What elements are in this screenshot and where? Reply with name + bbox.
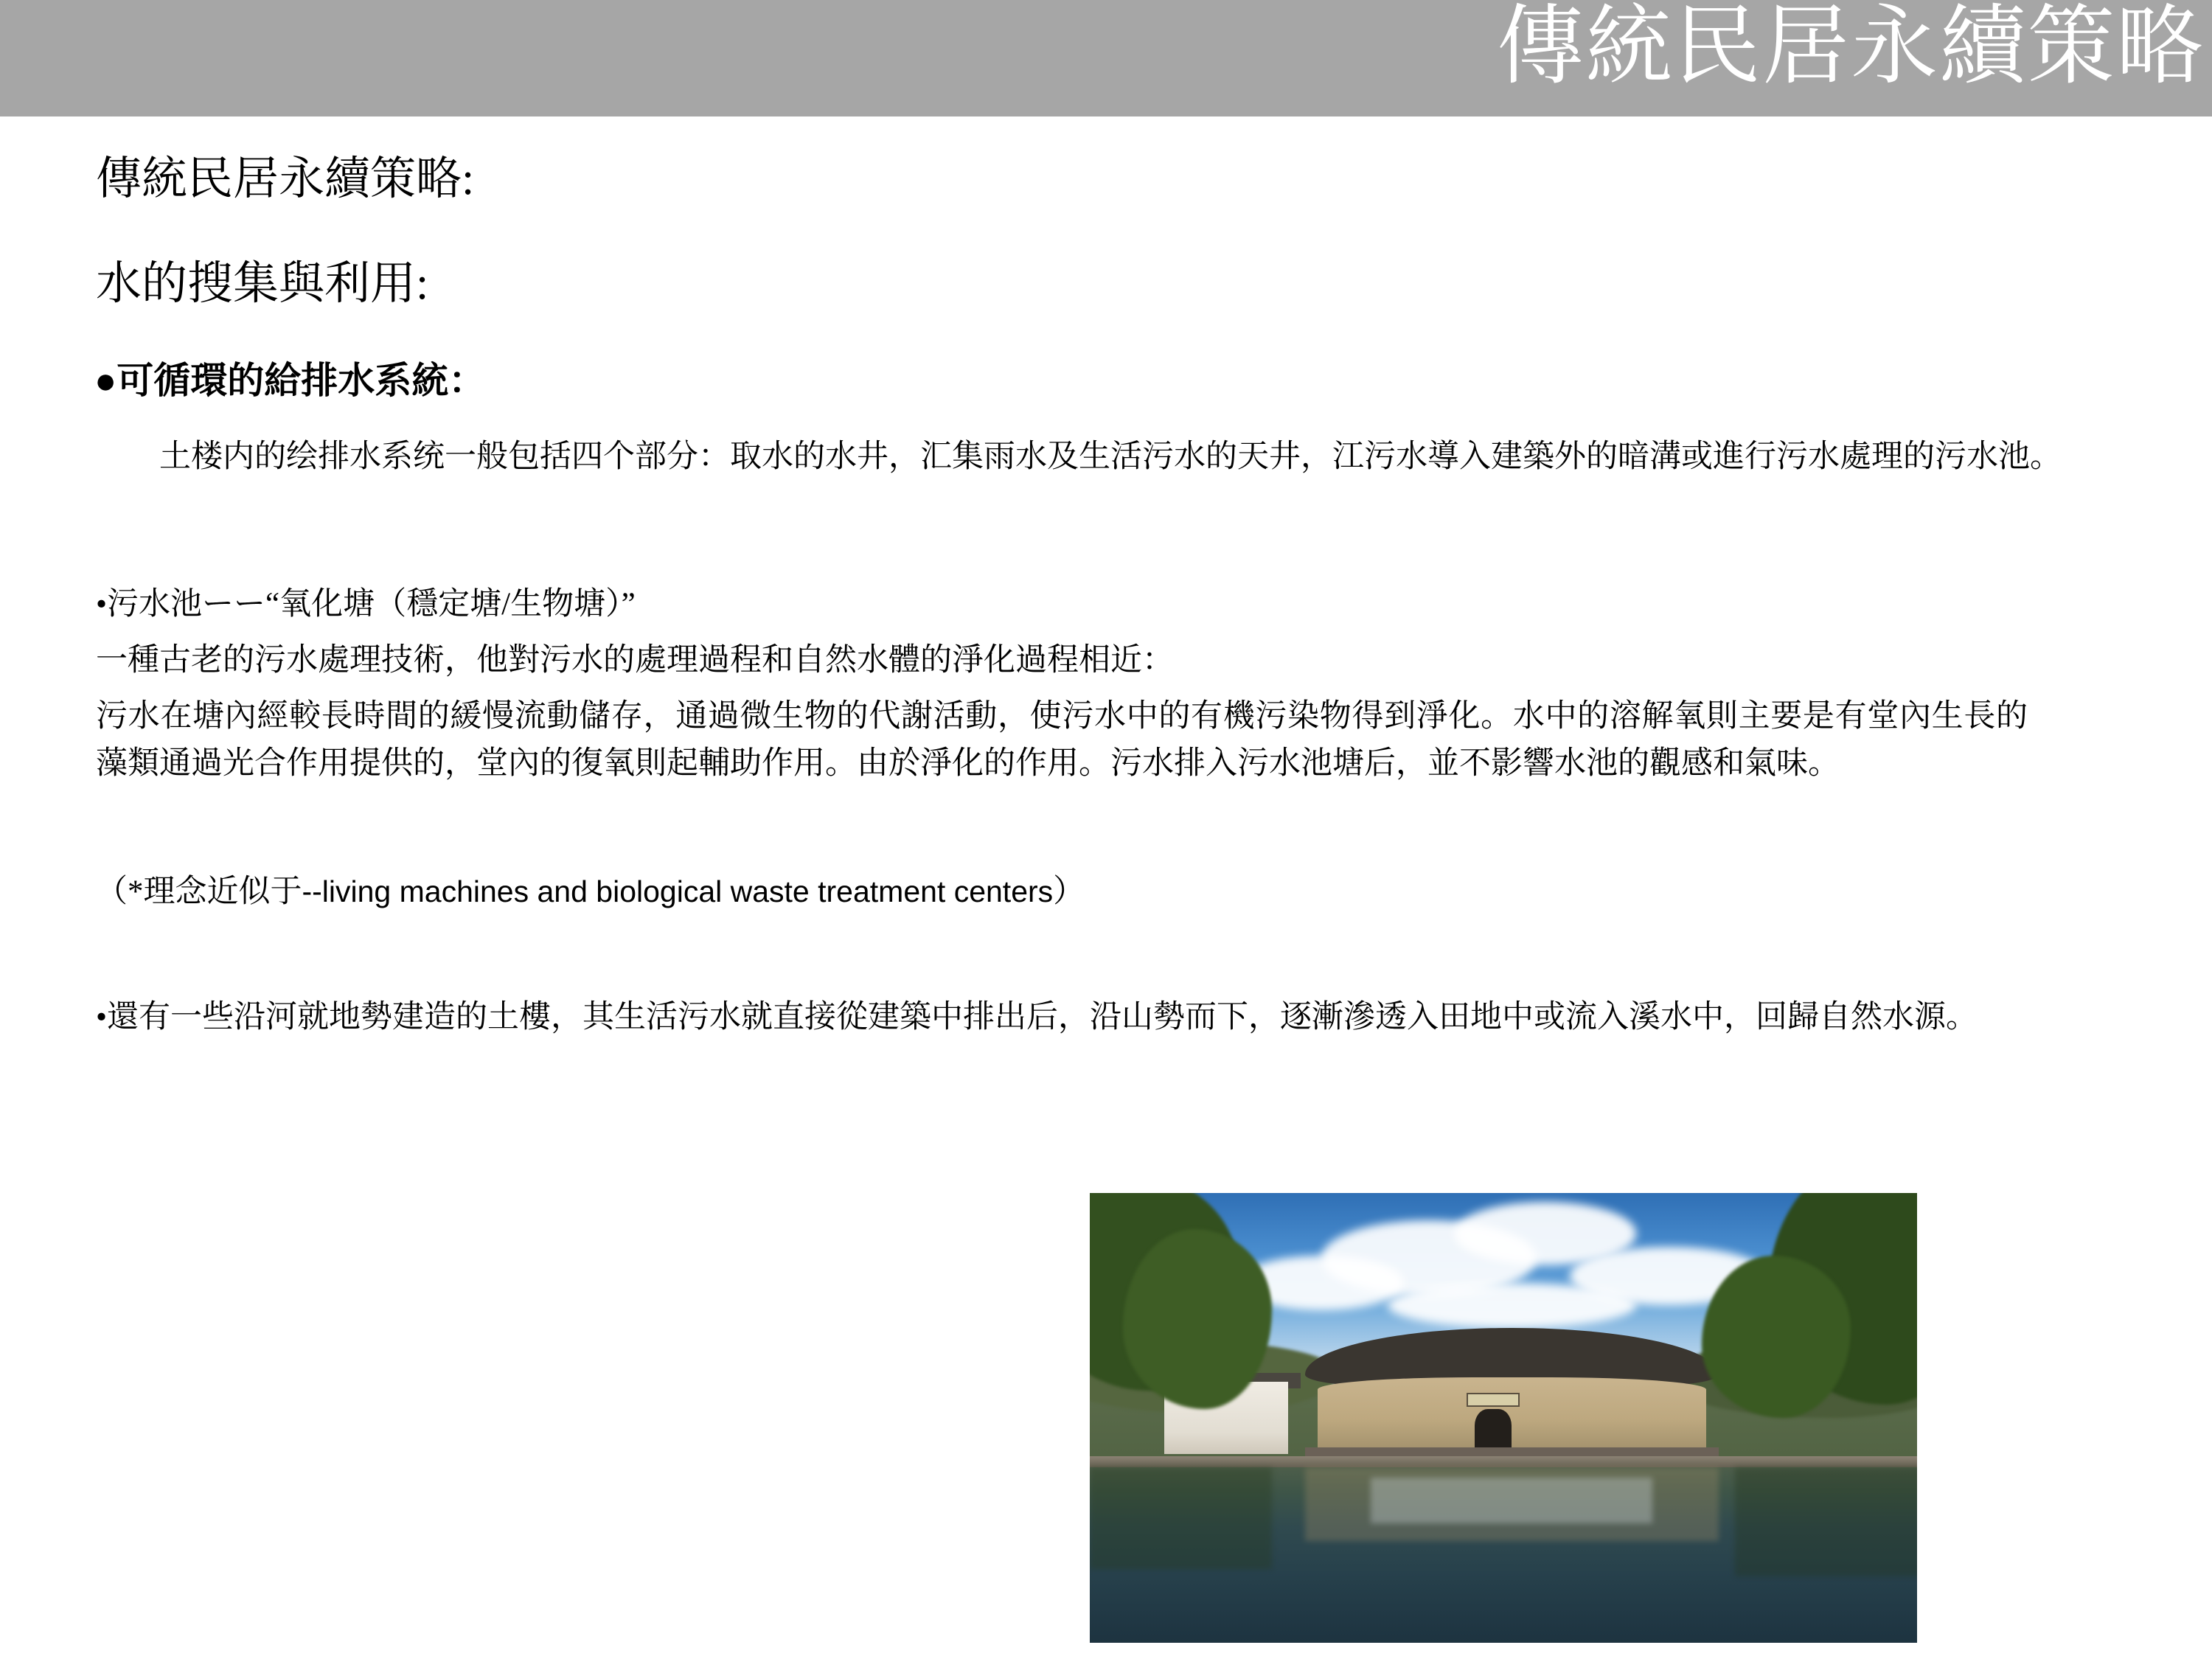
cloud-shape (1388, 1283, 1636, 1328)
tulou-photo (1090, 1193, 1917, 1643)
note-latin-text: --living machines and biological waste treatment centers (302, 874, 1054, 908)
water-reflection (1371, 1478, 1652, 1523)
tree-shape (1123, 1229, 1272, 1409)
note-suffix-text: ） (1053, 874, 1085, 909)
tree-shape (1702, 1256, 1851, 1418)
paragraph-intro-text: 土楼内的绘排水系统一般包括四个部分：取水的水井，汇集雨水及生活污水的天井，江污水導入建築外的暗溝或進行污水處理的污水池。 (159, 439, 2062, 474)
slide-header-title: 傳統民居永續策略 (1496, 0, 2205, 95)
water-reflection (1090, 1467, 1272, 1569)
paragraph-pond-title: •污水池ーー“氧化塘（穩定塘/生物塘）” (96, 587, 636, 622)
section-heading-water: 水的搜集與利用: (96, 259, 429, 309)
tulou-wall (1318, 1377, 1706, 1454)
paragraph-pond-detail: 污水在塘內經較長時間的緩慢流動儲存，通過微生物的代謝活動，使污水中的有機污染物得到淨化。水中的溶解氧則主要是有堂內生長的藻類通過光合作用提供的，堂內的復氧則起輔助作用。由於淨化的作用。污水排入污水池塘后，並不影響水池的觀感和氣味。 (96, 699, 2028, 781)
water-reflection (1735, 1467, 1917, 1576)
paragraph-intro (96, 434, 2079, 481)
tulou-photo-image (1090, 1193, 1917, 1643)
paragraph-pond-description: 一種古老的污水處理技術，他對污水的處理過程和自然水體的淨化過程相近： (96, 643, 1174, 678)
paragraph-river-drainage: •還有一些沿河就地勢建造的土樓，其生活污水就直接從建築中排出后，沿山勢而下，逐漸滲透入田地中或流入溪水中，回歸自然水源。 (96, 1000, 1978, 1034)
subsection-heading-recyclable-water-system: ●可循環的給排水系統： (94, 360, 486, 401)
page-title: 傳統民居永續策略: (96, 154, 475, 204)
paragraph-note (96, 869, 2079, 916)
slide-header-bar (0, 0, 2212, 116)
note-prefix-text: （*理念近似于 (96, 874, 302, 909)
tulou-signboard (1467, 1393, 1520, 1406)
slide-content-area (0, 116, 2212, 1659)
pond-water (1090, 1467, 1917, 1643)
